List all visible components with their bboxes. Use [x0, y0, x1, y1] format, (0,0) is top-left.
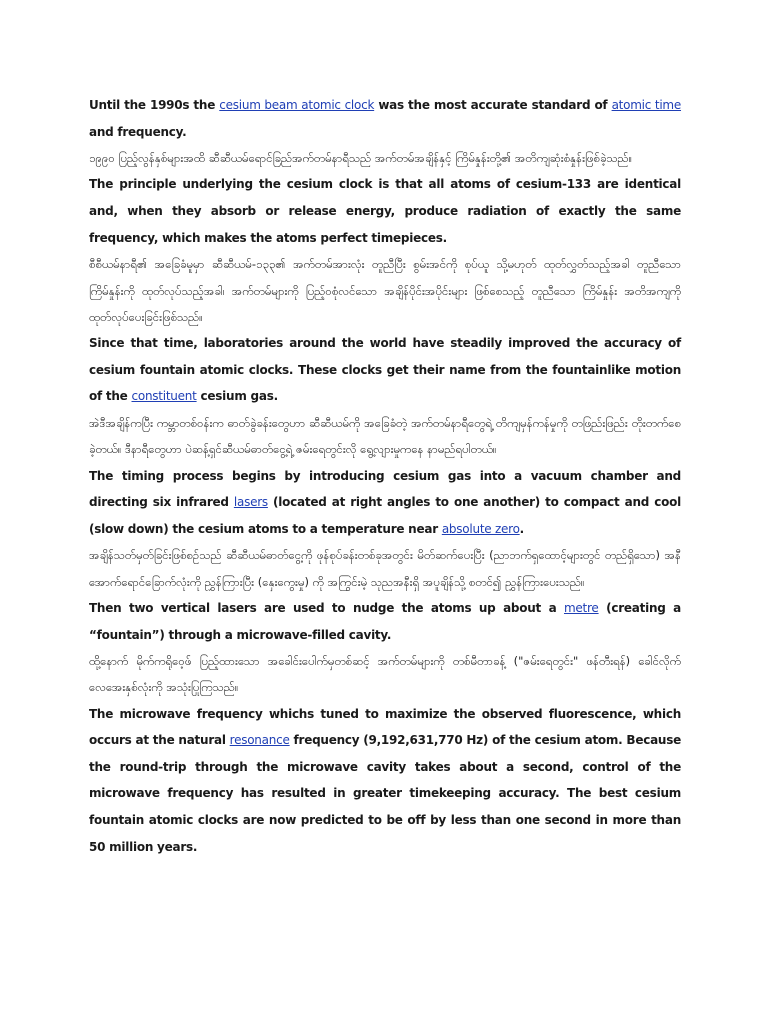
hyperlink[interactable]: atomic time — [611, 98, 682, 112]
paragraph-burmese — [89, 251, 681, 330]
text-run: . — [519, 521, 524, 536]
hyperlink[interactable]: cesium beam atomic clock — [219, 98, 375, 112]
paragraph-burmese — [89, 410, 681, 463]
document-body — [89, 92, 681, 860]
text-run: ထို့နောက် မိုက်ကရိုဝေ့ဖ် ပြည့်ထားသော အခေါင်းပေါက်မှတစ်ဆင့် အက်တမ်များကို တစ်မီတာခန့် ("ဇမ်းရေတွင်း" ဖန်တီးရန်) ခေါင်လိုက်လေအေးနှစ်လုံးကို အသုံးပြုကြသည်။ — [89, 654, 681, 695]
hyperlink[interactable]: lasers — [233, 495, 268, 510]
hyperlink[interactable]: resonance — [229, 733, 290, 748]
text-run: အချိန်သတ်မှတ်ခြင်းဖြစ်စဉ်သည် ဆီဆီယမ်ဓာတ်ငွေ့ကို ဖုန်စုပ်ခန်းတစ်ခုအတွင်း မိတ်ဆက်ပေးပြီး (ညာဘက်ရှထောင့်များတွင် တည်ရှိသော) အနီအောက်ရောင်ခြောက်လုံးကို ညွှန်ကြားပြီး (နှေးကွေးမှု) ကို အကြွင်းမဲ့ သုညအနီးရှိ အပူချိန်သို့ စတင်၍ ညွှန်ကြားပေးသည်။ — [89, 548, 681, 589]
paragraph-english — [89, 171, 681, 251]
text-run: (located at right angles to one another) to compact and cool (slow down) the cesium atoms to a temperature near — [89, 495, 681, 536]
paragraph-english — [89, 330, 681, 410]
text-run: frequency (9,192,631,770 Hz) of the cesium atom. Because the round-trip through the microwave cavity takes about a second, control of the microwave frequency has resulted in greater timekeeping accuracy. The best cesium fountain atomic clocks are now predicted to be off by less than one second in more than 50 million years. — [89, 733, 681, 854]
paragraph-english — [89, 595, 681, 648]
hyperlink[interactable]: absolute zero — [441, 521, 520, 536]
text-run: ၁၉၉၀ ပြည့်လွန်နှစ်များအထိ ဆီဆီယမ်ရောင်ခြည်အက်တမ်နာရီသည် အက်တမ်အချိန်နှင့် ကြိမ်နှုန်းတို့၏ အတိကျဆုံးစံနှုန်းဖြစ်ခဲ့သည်။ — [89, 151, 633, 166]
text-run: Until the 1990s the — [89, 98, 220, 112]
hyperlink[interactable]: constituent — [131, 389, 197, 404]
text-run: was the most accurate standard of — [374, 98, 612, 112]
paragraph-english — [89, 701, 681, 861]
text-run: (creating a “fountain”) through a microwave-filled cavity. — [89, 600, 682, 642]
text-run: The principle underlying the cesium clock is that all atoms of cesium-133 are identical and, when they absorb or release energy, produce radiation of exactly the same frequency, which makes the atoms perfect timepieces. — [89, 177, 681, 245]
text-run: Since that time, laboratories around the world have steadily improved the accuracy of cesium fountain atomic clocks. These clocks get their name from the fountainlike motion of the — [89, 336, 681, 404]
text-run: and frequency. — [89, 124, 187, 139]
text-run: Then two vertical lasers are used to nudge the atoms up about a — [89, 600, 564, 615]
paragraph-english — [89, 463, 681, 543]
hyperlink[interactable]: metre — [563, 600, 599, 615]
paragraph-burmese — [89, 648, 681, 701]
paragraph-burmese — [89, 542, 681, 595]
paragraph-burmese — [89, 145, 681, 171]
text-run: စီစီယမ်နာရီ၏ အခြေခံမူမှာ ဆီဆီယမ်-၁၃၃၏ အက်တမ်အားလုံး တူညီပြီး စွမ်းအင်ကို စုပ်ယူ သို့မဟုတ် ထုတ်လွှတ်သည့်အခါ တူညီသောကြိမ်နှုန်းကို ထုတ်လုပ်သည့်အခါ၊ အက်တမ်များကို ပြည့်ဝစုံလင်သော အချိန်ပိုင်းအပိုင်းများ ဖြစ်စေသည့် တူညီသော ကြိမ်နှုန်း အတိအကျကို ထုတ်လုပ်ပေးခြင်းဖြစ်သည်။ — [89, 257, 681, 324]
text-run: The microwave frequency whichs tuned to maximize the observed fluorescence, which occurs at the natural — [89, 706, 681, 748]
text-run: cesium gas. — [196, 389, 278, 404]
paragraph-english — [89, 92, 681, 145]
text-run: The timing process begins by introducing cesium gas into a vacuum chamber and directing six infrared — [89, 468, 681, 510]
text-run: အဲဒီအချိန်ကပြီး ကမ္ဘာတစ်ဝန်းက ဓာတ်ခွဲခန်းတွေဟာ ဆီဆီယမ်ကို အခြေခံတဲ့ အက်တမ်နာရီတွေရဲ့ တိကျမှန်ကန်မှုကို တဖြည်းဖြည်း တိုးတက်စေခဲ့တယ်။ ဒီနာရီတွေဟာ ပဲဆန့်ရှင်ဆီယမ်ဓာတ်ငွေ့ရဲ့ ဇမ်းရေတွင်းလို ရွေ့လျားမှုကနေ နာမည်ရပါတယ်။ — [89, 415, 681, 457]
